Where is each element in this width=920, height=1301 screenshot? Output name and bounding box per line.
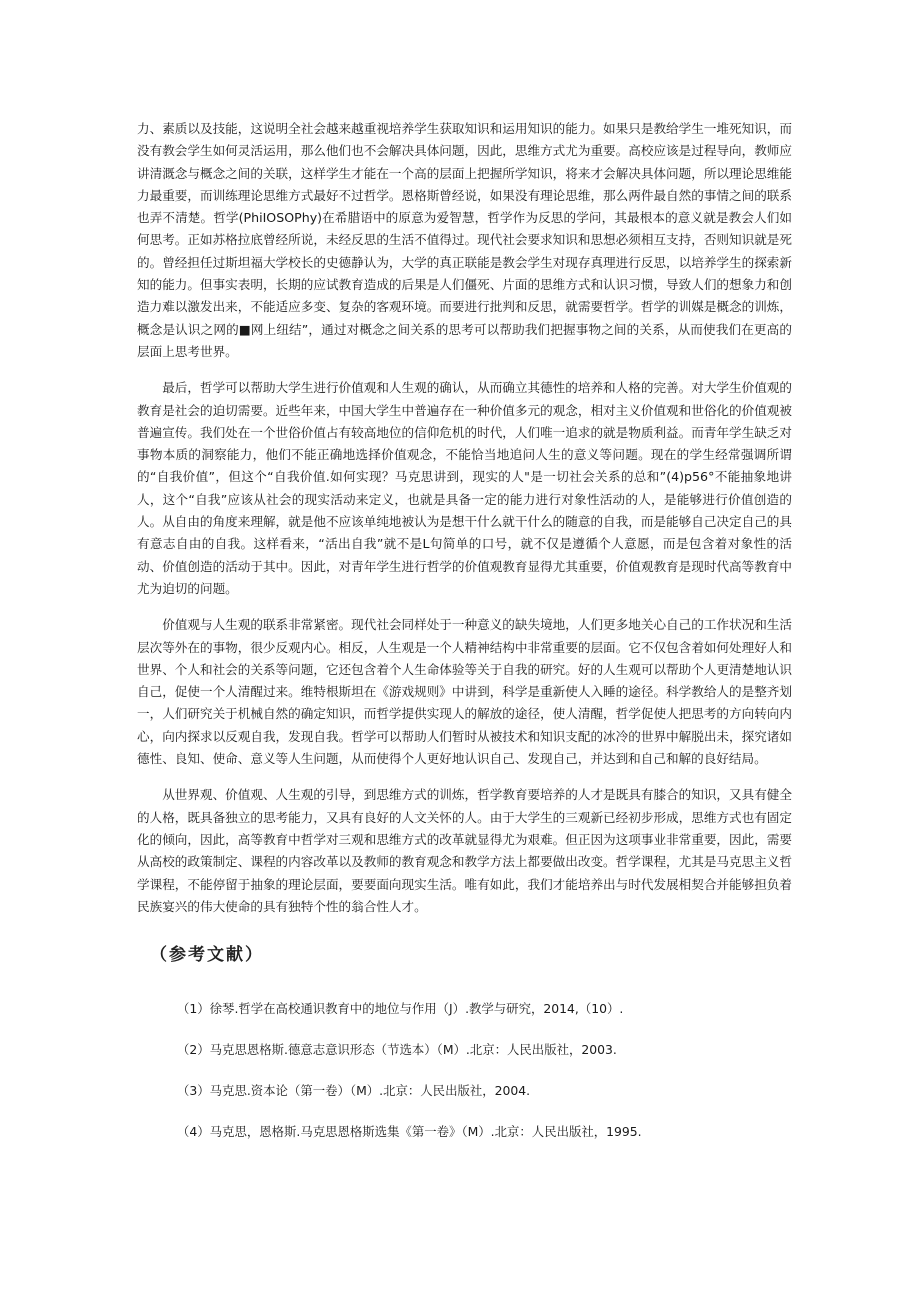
paragraph-thinking-methods: 力、素质以及技能，这说明全社会越来越重视培养学生获取知识和运用知识的能力。如果只是教给学生一堆死知识，而没有教会学生如何灵活运用，那么他们也不会解决具体问题，因此，思维方式尤为重要。高校应该是过程导向，教师应讲清溉念与概念之间的关联，这样学生才能在一个高的层面上把握所学知识，将来才会解决具体问题，所以理论思维能力最重要，而训练理论思维方式最好不过哲学。恩格斯曾经说，如果没有理论思维，那么两件最自然的事情之间的联系也弄不清楚。哲学(PhiIOSOPhy)在希腊语中的原意为爱智慧，哲学作为反思的学问，其最根本的意义就是教会人们如何思考。正如苏格拉底曾经所说，未经反思的生活不值得过。现代社会要求知识和思想必须相互支持，否则知识就是死的。曾经担任过斯坦福大学校长的史德静认为，大学的真正联能是教会学生对现存真理进行反思，以培养学生的探索新知的能力。但事实表明，长期的应试教育造成的后果是人们僵死、片面的思维方式和认识习惯，导致人们的想象力和创造力难以激发出来，不能适应多变、复杂的客观环境。而要进行批判和反思，就需要哲学。哲学的训媒是概念的训炼，概念是认识之网的■网上纽结”，通过对概念之间关系的思考可以帮助我们把握事物之间的关系，从而使我们在更高的层面上思考世界。 [137, 121, 792, 359]
reference-item: （2）马克思恩格斯.德意志意识形态（节选本）（M）.北京：人民出版社，2003. [177, 1042, 617, 1057]
references-heading: （参考文献） [150, 945, 264, 965]
paragraph-conclusion: 从世界观、价值观、人生观的引导，到思维方式的训炼，哲学教育要培养的人才是既具有膝合的知识，又具有健全的人格，既具备独立的思考能力，又具有良好的人文关怀的人。由于大学生的三观新已经初步形成，思维方式也有固定化的倾向，因此，高等教育中哲学对三观和思维方式的改革就显得尤为艰难。但正因为这项事业非常重要，因此，需要从高校的政策制定、课程的内容改革以及教师的教育观念和教学方法上都要做出改变。哲学课程，尤其是马克思主义哲学课程，不能停留于抽象的理论层面，要要面向现实生活。唯有如此，我们才能培养出与时代发展相契合并能够担负着民族宴兴的伟大使命的具有独特个性的翁合性人才。 [137, 787, 792, 914]
reference-item: （4）马克思，恩格斯.马克思恩格斯选集《第一卷》（M）.北京：人民出版社，1995. [177, 1124, 642, 1139]
references-list [177, 1000, 797, 1164]
reference-item: （1）徐琴.哲学在高校通识教育中的地位与作用（J）.教学与研究，2014,（10）. [177, 1001, 624, 1016]
body-text [137, 118, 792, 932]
paragraph-life-view: 价值观与人生观的联系非常紧密。现代社会同样处于一种意义的缺失境地，人们更多地关心自己的工作状况和生活层次等外在的事物，很少反观内心。相反，人生观是一个人精神结构中非常重要的层面。它不仅包含着如何处理好人和世界、个人和社会的关系等问题，它还包含着个人生命体验等关于自我的研究。好的人生观可以帮助个人更清楚地认识自己，促使一个人清醒过来。维特根斯坦在《游戏规则》中讲到，科学是重新使人入睡的途径。科学教给人的是整齐划一，人们研究关于机械自然的确定知识，而哲学提供实现人的解放的途径，使人清醒，哲学促使人把思考的方向转向内心，向内探求以反观自我，发现自我。哲学可以帮助人们暂时从被技术和知识支配的冰冷的世界中解脱出未，探究诸如德性、良知、使命、意义等人生问题，从而使得个人更好地认识自己、发现自己，并达到和自己和解的良好结局。 [137, 617, 792, 767]
paragraph-values-and-life-view: 最后，哲学可以帮助大学生进行价值观和人生观的确认，从而确立其德性的培养和人格的完善。对大学生价值观的教育是社会的迫切需要。近些年来，中国大学生中普遍存在一种价值多元的观念，相对主义价值观和世俗化的价值观被普遍宣传。我们处在一个世俗价值占有较高地位的信仰危机的时代，人们唯一追求的就是物质利益。而青年学生缺乏对事物本质的洞察能力，他们不能正确地选择价值观念，不能恰当地追问人生的意义等问题。现在的学生经常强调所谓的“自我价值”，但这个“自我价值.如何实现？马克思讲到，现实的人"是一切社会关系的总和”(4)p56°不能抽象地讲人，这个“自我”应该从社会的现实活动来定义，也就是具备一定的能力进行对象性活动的人，是能够进行价值创造的人。从自由的角度来理解，就是他不应该单纯地被认为是想干什么就干什么的随意的自我，而是能够自己决定自己的具有意志自由的自我。这样看来，“活出自我”就不是L句简单的口号，就不仅是遵循个人意愿，而是包含着对象性的活动、价值创造的活动于其中。因此，对青年学生进行哲学的价值观教育显得尤其重要，价值观教育是现时代高等教育中尤为迫切的问题。 [137, 380, 792, 596]
reference-item: （3）马克思.资本论（第一卷）（M）.北京：人民出版社，2004. [177, 1083, 531, 1098]
